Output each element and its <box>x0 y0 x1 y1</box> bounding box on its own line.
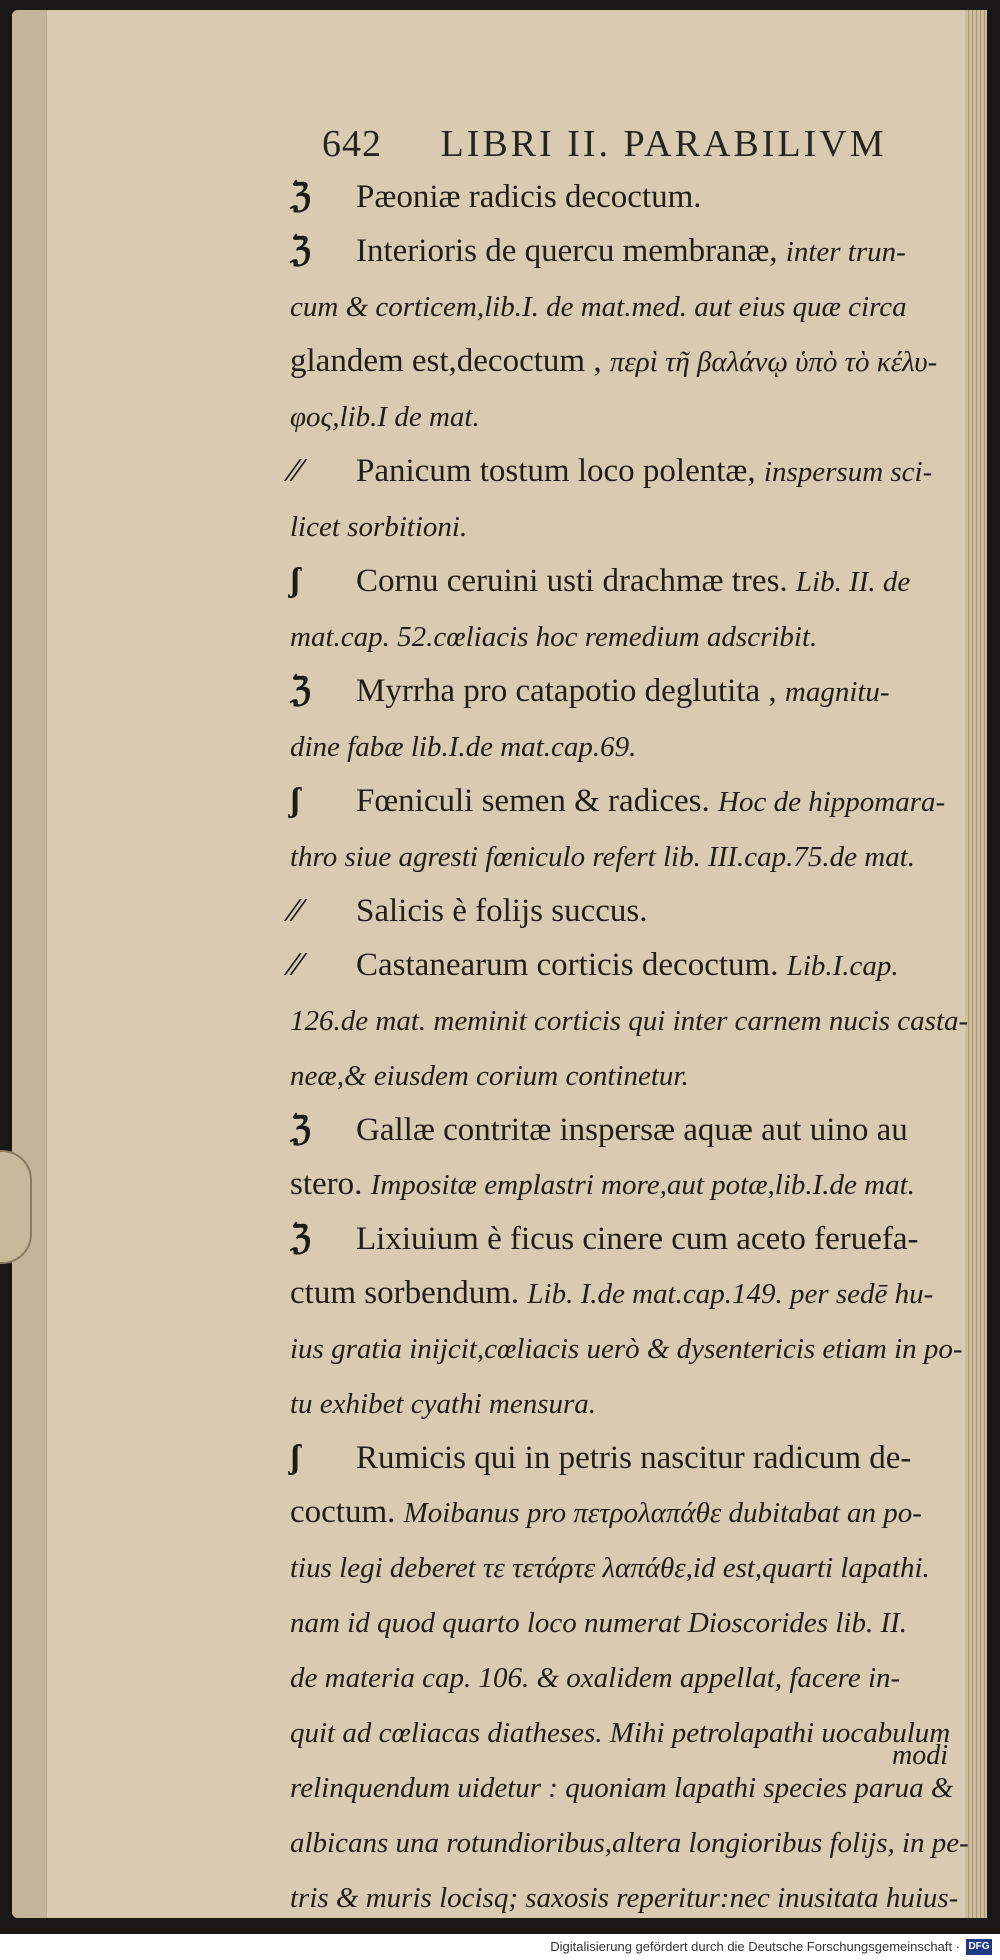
roman-text: stero. <box>290 1166 371 1202</box>
text-line <box>290 664 980 719</box>
text-line <box>290 774 980 829</box>
roman-text: Cornu ceruini usti drachmæ tres. <box>356 563 796 599</box>
italic-text: Impositæ emplastri more,aut potæ,lib.I.de mat. <box>370 1169 915 1201</box>
running-header <box>322 122 942 172</box>
text-line <box>290 1321 980 1376</box>
text-line <box>290 1266 980 1321</box>
roman-text: Rumicis qui in petris nascitur radicum de- <box>356 1440 912 1476</box>
text-line <box>290 1815 980 1870</box>
italic-text: tris & muris locisq; saxosis reperitur:nec inusitata huius- <box>290 1882 959 1914</box>
italic-text: 126.de mat. meminit corticis qui inter carnem nucis casta- <box>290 1005 969 1037</box>
roman-text: Panicum tostum loco polentæ, <box>356 453 764 489</box>
italic-text: tius legi deberet τε τετάρτε λαπάθε,id est,quarti lapathi. <box>290 1552 930 1584</box>
footer-credit: Digitalisierung gefördert durch die Deutsche Forschungsgemeinschaft · <box>550 1939 960 1954</box>
italic-text: Lib.I.cap. <box>786 950 899 982</box>
text-line <box>290 1705 980 1760</box>
italic-text: magnitu- <box>784 676 890 708</box>
text-line <box>290 1485 980 1540</box>
italic-text: tu exhibet cyathi mensura. <box>290 1388 597 1420</box>
text-line <box>290 224 980 279</box>
text-line <box>290 279 980 334</box>
italic-text: φος,lib.I de mat. <box>290 401 480 433</box>
text-line <box>290 1103 980 1157</box>
italic-text: inspersum sci- <box>763 456 933 488</box>
italic-text: Lib. I.de mat.cap.149. per sedē hu- <box>527 1278 934 1310</box>
italic-text: albicans una rotundioribus,altera longioribus folijs, in pe- <box>290 1827 969 1859</box>
italic-text: de materia cap. 106. & oxalidem appellat, facere in- <box>290 1662 901 1694</box>
recipe-symbol-icon: ⁄⁄ <box>290 946 302 983</box>
recipe-symbol-icon: ℨ <box>290 1220 311 1257</box>
text-line <box>290 719 980 774</box>
running-title: LIBRI II. PARABILIVM <box>440 123 887 165</box>
text-line <box>290 609 980 664</box>
roman-text: Myrrha pro catapotio deglutita , <box>356 673 785 709</box>
text-line <box>290 170 980 224</box>
recipe-symbol-icon: ʃ <box>290 562 301 599</box>
italic-text: cum & corticem,lib.I. de mat.med. aut eius quæ circa <box>290 291 907 323</box>
italic-text: inter trun- <box>785 236 906 268</box>
recipe-symbol-icon: ℨ <box>290 1111 311 1148</box>
text-line <box>290 938 980 993</box>
italic-text: licet sorbitioni. <box>290 511 468 543</box>
italic-text: Moibanus pro πετρολαπάθε dubitabat an po- <box>403 1497 922 1529</box>
text-line <box>290 884 980 938</box>
roman-text: Fœniculi semen & radices. <box>356 783 719 819</box>
roman-text: Gallæ contritæ inspersæ aquæ aut uino au <box>356 1112 908 1148</box>
recipe-symbol-icon: ℨ <box>290 672 311 709</box>
text-line <box>290 1650 980 1705</box>
text-line <box>290 1048 980 1103</box>
text-line <box>290 1431 980 1485</box>
page-gutter <box>12 10 47 1918</box>
roman-text: Lixiuium è ficus cinere cum aceto feruefa- <box>356 1221 919 1257</box>
footer-bar <box>0 1934 1000 1960</box>
text-line <box>290 499 980 554</box>
roman-text: glandem est,decoctum , <box>290 343 610 379</box>
italic-text: dine fabæ lib.I.de mat.cap.69. <box>290 731 637 763</box>
recipe-symbol-icon: ℨ <box>290 178 311 215</box>
text-line <box>290 1212 980 1266</box>
text-line <box>290 554 980 609</box>
italic-text: quit ad cœliacas diatheses. Mihi petrolapathi uocabulum <box>290 1717 951 1749</box>
italic-text: Hoc de hippomara- <box>718 786 946 818</box>
recipe-symbol-icon: ʃ <box>290 782 301 819</box>
text-line <box>290 1595 980 1650</box>
text-line <box>290 1870 980 1925</box>
recipe-symbol-icon: ⁄⁄ <box>290 892 302 929</box>
book-clasp <box>0 1150 32 1264</box>
italic-text: mat.cap. 52.cœliacis hoc remedium adscribit. <box>290 621 818 653</box>
roman-text: Salicis è folijs succus. <box>356 893 648 929</box>
text-line <box>290 1157 980 1212</box>
page-number: 642 <box>322 123 382 165</box>
text-line <box>290 444 980 499</box>
roman-text: coctum. <box>290 1494 404 1530</box>
text-line <box>290 334 980 389</box>
italic-text: περὶ τῆ βαλάνῳ ὑπὸ τὸ κέλυ- <box>609 346 938 378</box>
roman-text: ctum sorbendum. <box>290 1275 528 1311</box>
italic-text: relinquendum uidetur : quoniam lapathi species parua & <box>290 1772 954 1804</box>
recipe-symbol-icon: ⁄⁄ <box>290 452 302 489</box>
text-line <box>290 829 980 884</box>
catchword: modi <box>892 1740 948 1771</box>
italic-text: nam id quod quarto loco numerat Dioscorides lib. II. <box>290 1607 908 1639</box>
italic-text: neæ,& eiusdem corium continetur. <box>290 1060 689 1092</box>
roman-text: Castanearum corticis decoctum. <box>356 947 787 983</box>
text-line <box>290 389 980 444</box>
italic-text: ius gratia inijcit,cœliacis uerò & dysentericis etiam in po- <box>290 1333 963 1365</box>
text-block <box>290 170 980 1925</box>
text-line <box>290 1376 980 1431</box>
roman-text: Pæoniæ radicis decoctum. <box>356 179 702 215</box>
italic-text: thro siue agresti fœniculo refert lib. III.cap.75.de mat. <box>290 841 916 873</box>
recipe-symbol-icon: ℨ <box>290 232 311 269</box>
text-line <box>290 993 980 1048</box>
italic-text: Lib. II. de <box>795 566 911 598</box>
dfg-logo: DFG <box>966 1939 992 1955</box>
text-line <box>290 1760 980 1815</box>
recipe-symbol-icon: ʃ <box>290 1439 301 1476</box>
roman-text: Interioris de quercu membranæ, <box>356 233 786 269</box>
text-line <box>290 1540 980 1595</box>
